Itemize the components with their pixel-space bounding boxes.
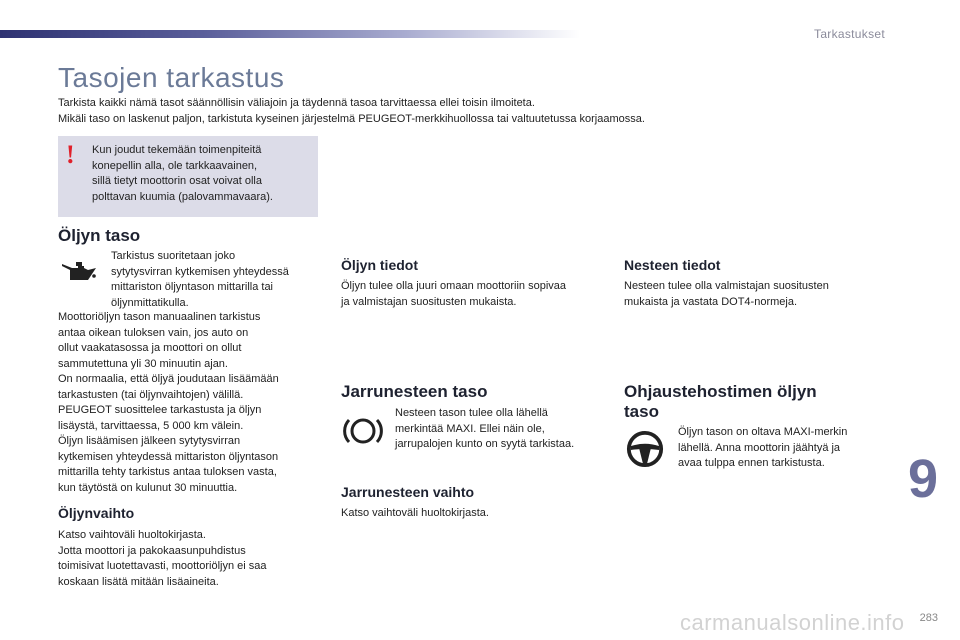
text-line: kytkemisen yhteydessä mittariston öljyntason bbox=[58, 450, 279, 463]
text-line: Moottoriöljyn tason manuaalinen tarkistus bbox=[58, 311, 261, 323]
text-line: Öljyn tulee olla juuri omaan moottoriin sopivaa bbox=[341, 280, 567, 292]
steering-heading bbox=[624, 382, 817, 422]
watermark: carmanualsonline.info bbox=[680, 610, 905, 635]
text-line: tarkastusten (tai öljynvaihtojen) välillä. bbox=[58, 388, 244, 401]
brake-warning-icon bbox=[343, 414, 383, 453]
text-line: ollut vaakatasossa ja moottori on ollut bbox=[58, 342, 242, 354]
text-line: avaa tulppa ennen tarkistusta. bbox=[678, 457, 825, 469]
chapter-number: 9 bbox=[907, 449, 938, 509]
text-line: Öljyn lisäämisen jälkeen sytytysvirran bbox=[58, 435, 241, 447]
text-line: koskaan lisätä mitään lisäaineita. bbox=[58, 575, 219, 588]
oil-change-heading: Öljynvaihto bbox=[58, 505, 135, 521]
steering-wheel-icon bbox=[626, 430, 664, 473]
intro-text bbox=[58, 95, 858, 127]
steering-body bbox=[678, 425, 878, 472]
brake-level-body bbox=[395, 406, 610, 453]
warning-text bbox=[92, 143, 312, 205]
warning-line: Kun joudut tekemään toimenpiteitä bbox=[92, 144, 262, 156]
text-line: PEUGEOT suosittelee tarkastusta ja öljyn bbox=[58, 404, 262, 416]
text-line: kun täytöstä on kulunut 30 minuuttia. bbox=[58, 481, 238, 494]
page-title: Tasojen tarkastus bbox=[58, 62, 285, 93]
text-line: öljynmittatikulla. bbox=[111, 296, 189, 309]
text-line: lähellä. Anna moottorin jäähtyä ja bbox=[678, 441, 841, 454]
oil-info-heading: Öljyn tiedot bbox=[341, 257, 418, 273]
section-header: Tarkastukset bbox=[814, 27, 885, 41]
text-line: mittarilla tehty tarkistus antaa tuloksen vasta, bbox=[58, 466, 277, 478]
oil-info-body bbox=[341, 279, 606, 310]
oil-can-icon bbox=[58, 256, 98, 295]
text-line: jarrupalojen kunto on syytä tarkistaa. bbox=[395, 438, 575, 450]
fluid-info-heading: Nesteen tiedot bbox=[624, 257, 721, 273]
warning-line: sillä tietyt moottorin osat voivat olla bbox=[92, 175, 262, 187]
text-line: Tarkistus suoritetaan joko bbox=[111, 250, 236, 262]
text-line: lisäystä, tarvittaessa, 5 000 km välein. bbox=[58, 419, 244, 432]
page-number: 283 bbox=[919, 612, 938, 624]
text-line: Jotta moottori ja pakokaasunpuhdistus bbox=[58, 544, 246, 557]
text-line: merkintää MAXI. Ellei näin ole, bbox=[395, 422, 545, 435]
heading-line: taso bbox=[624, 402, 659, 421]
oil-level-heading: Öljyn taso bbox=[58, 226, 141, 245]
text-line: mittariston öljyntason mittarilla tai bbox=[111, 281, 274, 293]
intro-line: Mikäli taso on laskenut paljon, tarkistuta kyseinen järjestelmä PEUGEOT-merkkihuollossa tai valtuutetussa korjaamossa. bbox=[58, 113, 645, 125]
heading-line: Ohjaustehostimen öljyn bbox=[624, 382, 817, 401]
header-gradient-bar bbox=[0, 30, 580, 38]
text-line: Öljyn tason on oltava MAXI-merkin bbox=[678, 426, 848, 438]
warning-line: konepellin alla, ole tarkkaavainen, bbox=[92, 159, 258, 172]
oil-level-body bbox=[58, 310, 323, 496]
text-line: mukaista ja vastata DOT4-normeja. bbox=[624, 295, 798, 308]
warning-icon: ! bbox=[66, 140, 75, 169]
text-line: sytytysvirran kytkemisen yhteydessä bbox=[111, 265, 289, 278]
oil-change-body bbox=[58, 528, 323, 590]
text-line: ja valmistajan suositusten mukaista. bbox=[341, 295, 517, 308]
brake-change-heading: Jarrunesteen vaihto bbox=[341, 484, 475, 500]
intro-line: Tarkista kaikki nämä tasot säännöllisin väliajoin ja täydennä tasoa tarvittaessa ellei toisin ilmoiteta. bbox=[58, 97, 535, 109]
warning-line: polttavan kuumia (palovammavaara). bbox=[92, 190, 273, 203]
text-line: On normaalia, että öljyä joudutaan lisäämään bbox=[58, 373, 279, 385]
text-line: Nesteen tulee olla valmistajan suositusten bbox=[624, 280, 829, 292]
text-line: toimisivat luotettavasti, moottoriöljyn ei saa bbox=[58, 560, 267, 572]
text-line: Katso vaihtoväli huoltokirjasta. bbox=[341, 507, 489, 519]
text-line: antaa oikean tuloksen vain, jos auto on bbox=[58, 326, 249, 339]
oil-level-icon-text bbox=[111, 249, 321, 311]
text-line: Katso vaihtoväli huoltokirjasta. bbox=[58, 529, 206, 541]
brake-level-heading: Jarrunesteen taso bbox=[341, 382, 488, 401]
fluid-info-body bbox=[624, 279, 884, 310]
text-line: sammutettuna yli 30 minuutin ajan. bbox=[58, 357, 228, 370]
text-line: Nesteen tason tulee olla lähellä bbox=[395, 407, 548, 419]
brake-change-body bbox=[341, 506, 606, 522]
